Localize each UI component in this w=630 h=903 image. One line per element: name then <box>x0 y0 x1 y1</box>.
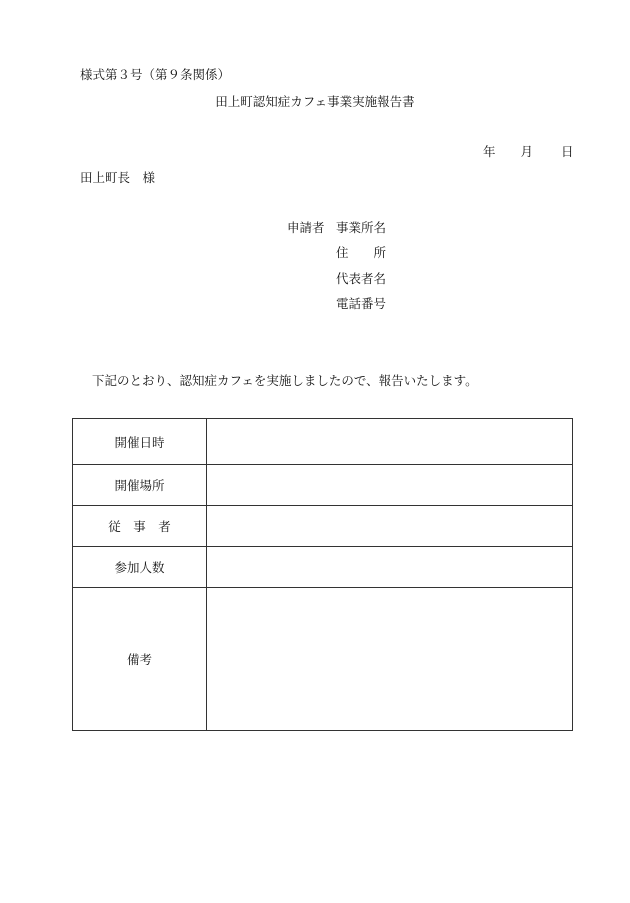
row-label-staff: 従 事 者 <box>73 506 207 547</box>
applicant-phone-label: 電話番号 <box>336 296 387 311</box>
form-number: 様式第３号（第９条関係） <box>80 67 231 82</box>
table-row <box>73 465 573 506</box>
row-value-remarks[interactable] <box>207 588 573 731</box>
applicant-label: 申請者 <box>287 220 325 235</box>
applicant-address-label: 住 所 <box>336 245 387 260</box>
addressee: 田上町長 様 <box>80 170 156 185</box>
row-value-participants[interactable] <box>207 547 573 588</box>
report-table <box>72 418 573 731</box>
table-row <box>73 506 573 547</box>
row-label-date-time: 開催日時 <box>73 419 207 465</box>
row-value-date-time[interactable] <box>207 419 573 465</box>
date-line <box>483 146 574 159</box>
document-title: 田上町認知症カフェ事業実施報告書 <box>215 94 415 109</box>
row-label-participants: 参加人数 <box>73 547 207 588</box>
row-value-staff[interactable] <box>207 506 573 547</box>
table-row <box>73 588 573 731</box>
table-row <box>73 419 573 465</box>
applicant-representative-label: 代表者名 <box>336 271 387 286</box>
date-month-label: 月 <box>520 144 534 159</box>
table-row <box>73 547 573 588</box>
intro-text: 下記のとおり、認知症カフェを実施しましたので、報告いたします。 <box>92 373 478 388</box>
row-label-remarks: 備考 <box>73 588 207 731</box>
applicant-office-name-label: 事業所名 <box>336 220 387 235</box>
date-day-label: 日 <box>561 144 574 159</box>
row-value-venue[interactable] <box>207 465 573 506</box>
row-label-venue: 開催場所 <box>73 465 207 506</box>
date-year-label: 年 <box>483 144 496 159</box>
